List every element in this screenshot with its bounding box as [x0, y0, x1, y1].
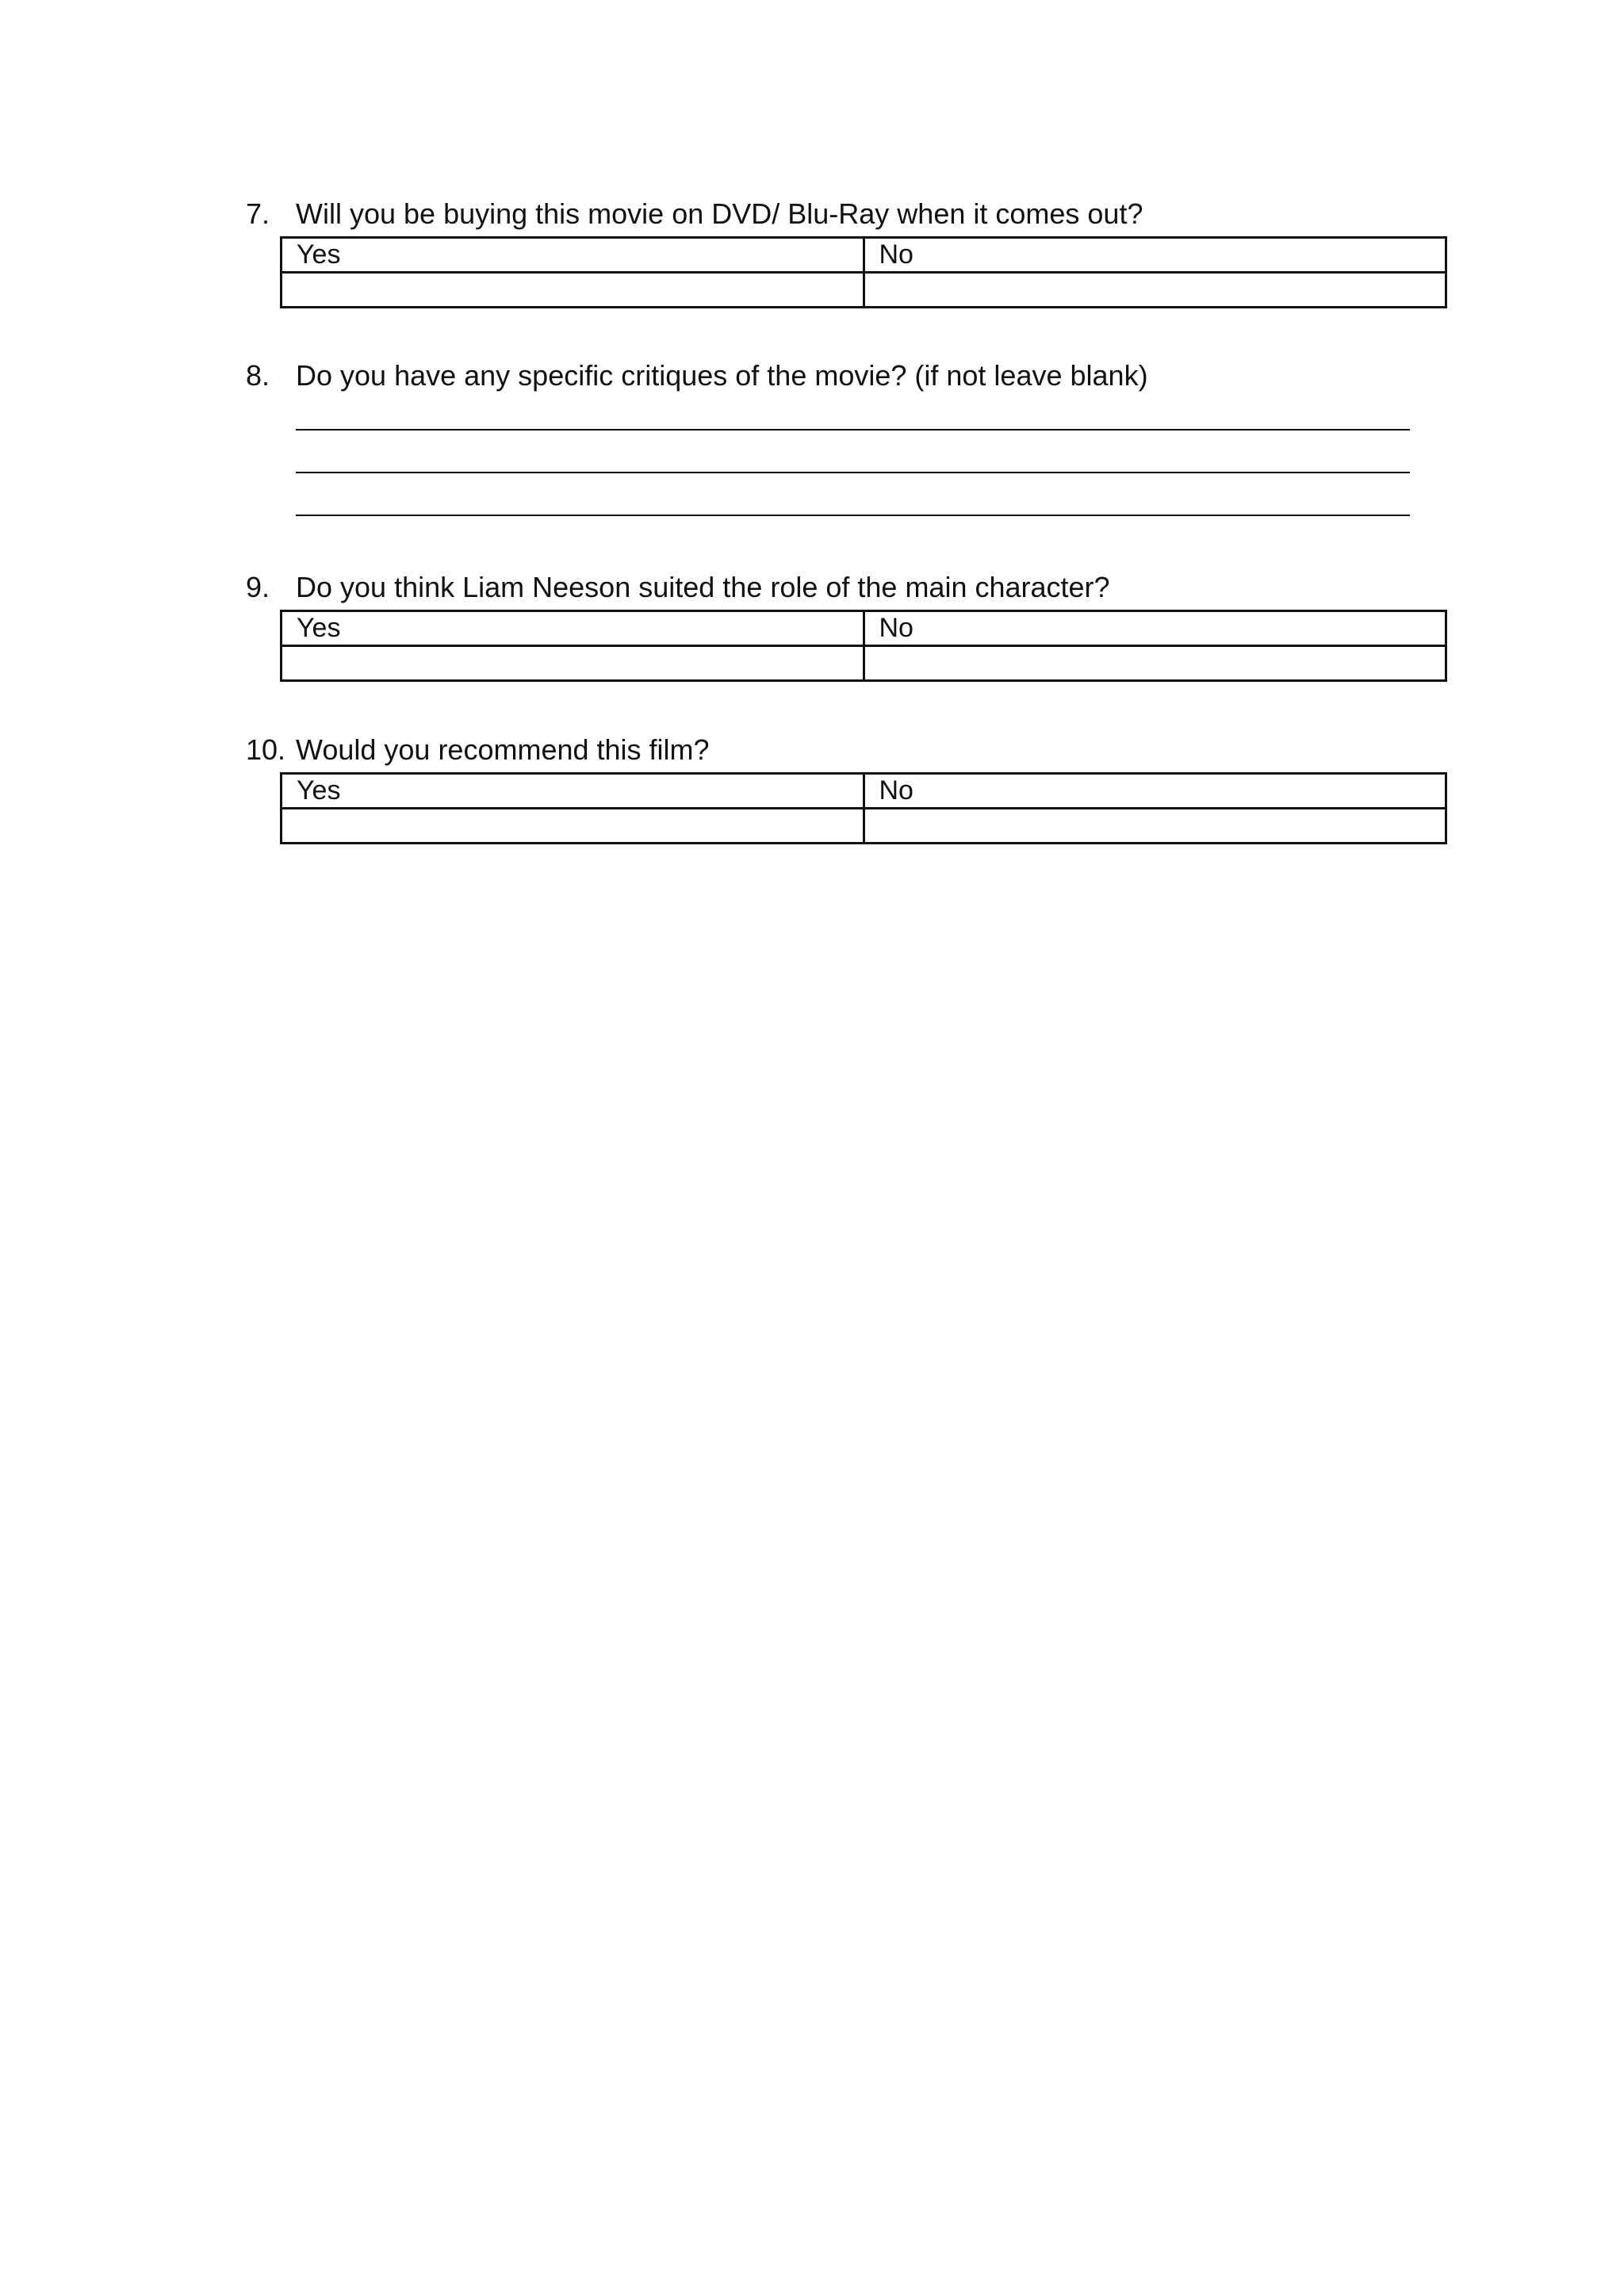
question-text: Do you think Liam Neeson suited the role of the main character? [296, 571, 1110, 603]
question-8 [246, 356, 1451, 396]
answer-header-row [282, 774, 1446, 809]
no-answer-cell[interactable] [864, 273, 1446, 308]
answer-table [280, 610, 1447, 682]
answer-line-2[interactable] [296, 472, 1410, 473]
option-no-label: No [864, 238, 1446, 273]
question-text: Do you have any specific critiques of the movie? (if not leave blank) [296, 359, 1148, 392]
option-yes-label: Yes [282, 611, 864, 646]
answer-input-row [282, 809, 1446, 844]
option-no-label: No [864, 774, 1446, 809]
yes-answer-cell[interactable] [282, 646, 864, 681]
answer-input-row [282, 646, 1446, 681]
question-prompt [246, 568, 1451, 607]
option-yes-label: Yes [282, 238, 864, 273]
no-answer-cell[interactable] [864, 809, 1446, 844]
yes-answer-cell[interactable] [282, 273, 864, 308]
question-prompt [246, 194, 1451, 234]
answer-line-3[interactable] [296, 515, 1410, 516]
question-prompt [246, 356, 1451, 396]
option-no-label: No [864, 611, 1446, 646]
no-answer-cell[interactable] [864, 646, 1446, 681]
question-number: 9. [246, 571, 270, 603]
answer-line-1[interactable] [296, 429, 1410, 430]
question-10 [246, 730, 1451, 806]
yes-answer-cell[interactable] [282, 809, 864, 844]
question-prompt [246, 730, 1451, 770]
question-number: 8. [246, 359, 270, 392]
answer-table [280, 772, 1447, 844]
answer-header-row [282, 238, 1446, 273]
question-number: 10. [246, 733, 286, 766]
question-9 [246, 568, 1451, 643]
question-number: 7. [246, 197, 270, 230]
answer-header-row [282, 611, 1446, 646]
answer-input-row [282, 273, 1446, 308]
question-text: Would you recommend this film? [296, 733, 710, 766]
option-yes-label: Yes [282, 774, 864, 809]
question-7 [246, 194, 1451, 270]
question-text: Will you be buying this movie on DVD/ Blu-Ray when it comes out? [296, 197, 1143, 230]
answer-table [280, 236, 1447, 308]
